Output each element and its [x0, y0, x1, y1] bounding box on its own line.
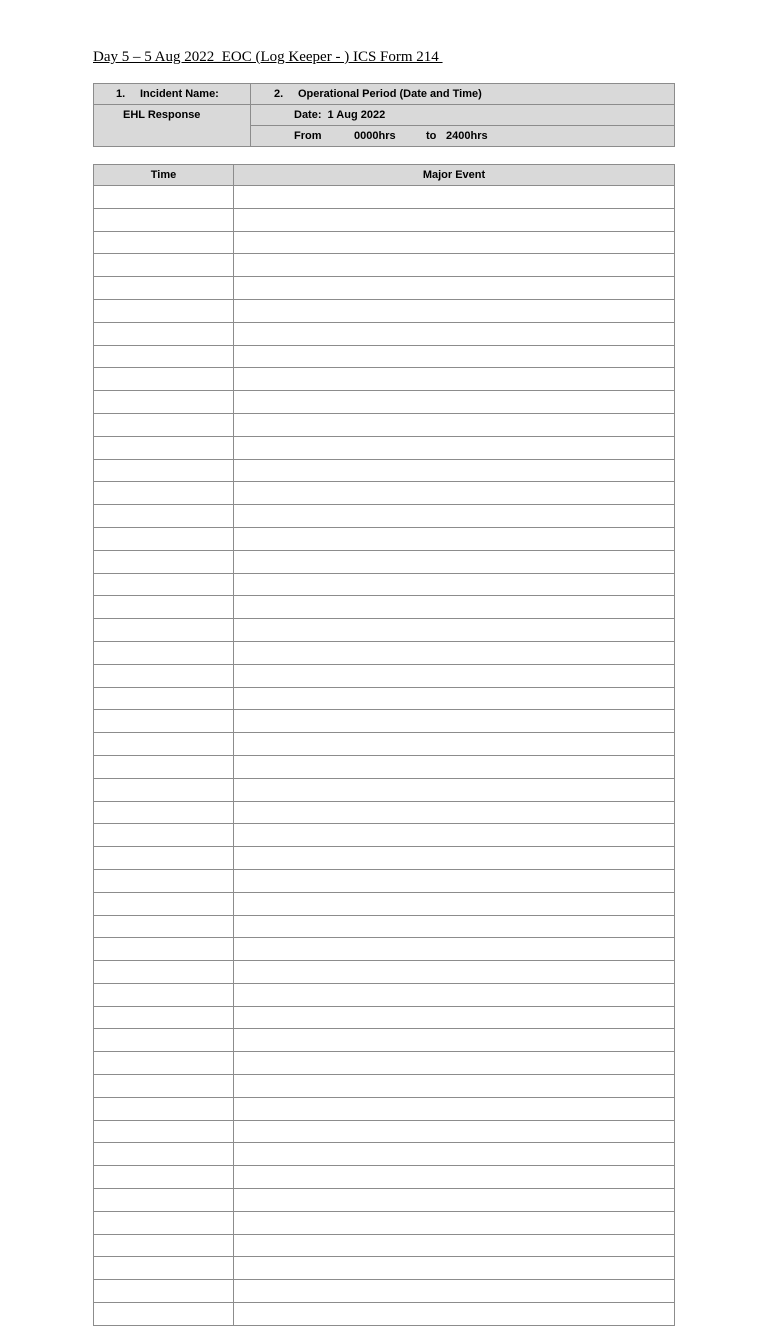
table-row — [94, 1075, 675, 1098]
table-row — [94, 1166, 675, 1189]
incident-name-value-cell[interactable] — [94, 105, 251, 147]
incident-number: 1. — [116, 88, 126, 100]
log-header-row — [94, 165, 675, 186]
time-cell[interactable] — [94, 1303, 234, 1326]
time-cell[interactable] — [94, 664, 234, 687]
time-cell[interactable] — [94, 1143, 234, 1166]
major-event-cell[interactable] — [234, 1006, 675, 1029]
table-row — [94, 801, 675, 824]
operational-period-number: 2. — [274, 88, 284, 100]
major-event-cell[interactable] — [234, 824, 675, 847]
time-cell[interactable] — [94, 801, 234, 824]
to-value: 2400hrs — [446, 130, 488, 142]
time-cell[interactable] — [94, 892, 234, 915]
table-row — [94, 733, 675, 756]
time-cell[interactable] — [94, 1234, 234, 1257]
time-cell[interactable] — [94, 778, 234, 801]
major-event-cell[interactable] — [234, 1189, 675, 1212]
table-row — [94, 1143, 675, 1166]
time-cell[interactable] — [94, 1097, 234, 1120]
table-row — [94, 482, 675, 505]
table-row — [94, 961, 675, 984]
operational-period-label-cell — [251, 84, 675, 105]
major-event-cell[interactable] — [234, 961, 675, 984]
table-row — [94, 413, 675, 436]
major-event-cell[interactable] — [234, 869, 675, 892]
major-event-cell[interactable] — [234, 892, 675, 915]
major-event-cell[interactable] — [234, 1143, 675, 1166]
table-row — [94, 391, 675, 414]
incident-name-label: Incident Name: — [140, 88, 219, 100]
major-event-cell[interactable] — [234, 619, 675, 642]
time-cell[interactable] — [94, 847, 234, 870]
major-event-cell[interactable] — [234, 482, 675, 505]
time-cell[interactable] — [94, 641, 234, 664]
time-cell[interactable] — [94, 186, 234, 209]
time-cell[interactable] — [94, 755, 234, 778]
time-cell[interactable] — [94, 277, 234, 300]
time-cell[interactable] — [94, 299, 234, 322]
major-event-cell[interactable] — [234, 641, 675, 664]
major-event-cell[interactable] — [234, 573, 675, 596]
time-cell[interactable] — [94, 938, 234, 961]
time-cell[interactable] — [94, 1189, 234, 1212]
major-event-column-header: Major Event — [234, 165, 675, 186]
time-cell[interactable] — [94, 436, 234, 459]
major-event-cell[interactable] — [234, 1029, 675, 1052]
major-event-cell[interactable] — [234, 231, 675, 254]
time-cell[interactable] — [94, 1280, 234, 1303]
table-row — [94, 231, 675, 254]
time-cell[interactable] — [94, 1052, 234, 1075]
major-event-cell[interactable] — [234, 1166, 675, 1189]
table-row — [94, 368, 675, 391]
time-cell[interactable] — [94, 961, 234, 984]
table-row — [94, 254, 675, 277]
major-event-cell[interactable] — [234, 687, 675, 710]
table-row — [94, 755, 675, 778]
major-event-cell[interactable] — [234, 710, 675, 733]
major-event-cell[interactable] — [234, 459, 675, 482]
operational-period-label: Operational Period (Date and Time) — [298, 88, 482, 100]
table-row — [94, 619, 675, 642]
from-value: 0000hrs — [354, 130, 396, 142]
time-cell[interactable] — [94, 208, 234, 231]
table-row — [94, 436, 675, 459]
time-cell[interactable] — [94, 254, 234, 277]
major-event-cell[interactable] — [234, 186, 675, 209]
time-cell[interactable] — [94, 550, 234, 573]
major-event-cell[interactable] — [234, 1234, 675, 1257]
major-event-cell[interactable] — [234, 254, 675, 277]
time-cell[interactable] — [94, 231, 234, 254]
major-event-cell[interactable] — [234, 1052, 675, 1075]
time-cell[interactable] — [94, 1029, 234, 1052]
major-event-cell[interactable] — [234, 208, 675, 231]
time-cell[interactable] — [94, 527, 234, 550]
table-row — [94, 277, 675, 300]
major-event-cell[interactable] — [234, 778, 675, 801]
time-cell[interactable] — [94, 733, 234, 756]
time-cell[interactable] — [94, 1211, 234, 1234]
major-event-cell[interactable] — [234, 436, 675, 459]
major-event-cell[interactable] — [234, 299, 675, 322]
time-cell[interactable] — [94, 482, 234, 505]
time-cell[interactable] — [94, 459, 234, 482]
table-row — [94, 938, 675, 961]
table-row — [94, 1280, 675, 1303]
table-row — [94, 1097, 675, 1120]
table-row — [94, 641, 675, 664]
time-cell[interactable] — [94, 1166, 234, 1189]
table-row — [94, 186, 675, 209]
table-row — [94, 892, 675, 915]
table-row — [94, 1120, 675, 1143]
table-row — [94, 778, 675, 801]
table-row — [94, 915, 675, 938]
from-label: From — [294, 130, 322, 142]
time-cell[interactable] — [94, 413, 234, 436]
table-row — [94, 664, 675, 687]
table-row — [94, 983, 675, 1006]
incident-name-label-cell — [94, 84, 251, 105]
date-label: Date: — [294, 109, 322, 121]
time-cell[interactable] — [94, 505, 234, 528]
time-cell[interactable] — [94, 596, 234, 619]
table-row — [94, 1234, 675, 1257]
table-row — [94, 322, 675, 345]
time-column-header: Time — [94, 165, 234, 186]
major-event-cell[interactable] — [234, 983, 675, 1006]
incident-name-value: EHL Response — [123, 109, 201, 121]
major-event-cell[interactable] — [234, 527, 675, 550]
major-event-cell[interactable] — [234, 1097, 675, 1120]
major-event-cell[interactable] — [234, 847, 675, 870]
table-row — [94, 1257, 675, 1280]
major-event-cell[interactable] — [234, 938, 675, 961]
major-event-cell[interactable] — [234, 322, 675, 345]
table-row — [94, 596, 675, 619]
time-cell[interactable] — [94, 573, 234, 596]
table-row — [94, 1303, 675, 1326]
time-cell[interactable] — [94, 391, 234, 414]
to-label: to — [426, 130, 437, 142]
time-cell[interactable] — [94, 983, 234, 1006]
major-event-cell[interactable] — [234, 391, 675, 414]
time-cell[interactable] — [94, 1120, 234, 1143]
time-cell[interactable] — [94, 710, 234, 733]
log-body — [94, 186, 675, 1326]
time-cell[interactable] — [94, 322, 234, 345]
table-row — [94, 505, 675, 528]
table-row — [94, 527, 675, 550]
incident-header-table — [93, 83, 675, 147]
table-row — [94, 1052, 675, 1075]
operational-time-cell[interactable] — [251, 126, 675, 147]
table-row — [94, 1029, 675, 1052]
time-cell[interactable] — [94, 824, 234, 847]
major-event-cell[interactable] — [234, 664, 675, 687]
time-cell[interactable] — [94, 687, 234, 710]
table-row — [94, 710, 675, 733]
table-row — [94, 345, 675, 368]
major-event-cell[interactable] — [234, 1211, 675, 1234]
table-row — [94, 824, 675, 847]
major-event-cell[interactable] — [234, 550, 675, 573]
time-cell[interactable] — [94, 869, 234, 892]
major-event-cell[interactable] — [234, 1303, 675, 1326]
table-row — [94, 687, 675, 710]
table-row — [94, 847, 675, 870]
table-row — [94, 1006, 675, 1029]
time-cell[interactable] — [94, 1257, 234, 1280]
time-cell[interactable] — [94, 915, 234, 938]
time-cell[interactable] — [94, 1075, 234, 1098]
time-cell[interactable] — [94, 345, 234, 368]
major-event-cell[interactable] — [234, 801, 675, 824]
table-row — [94, 299, 675, 322]
table-row — [94, 573, 675, 596]
date-value: 1 Aug 2022 — [327, 109, 386, 121]
table-row — [94, 1211, 675, 1234]
major-event-cell[interactable] — [234, 1075, 675, 1098]
table-row — [94, 550, 675, 573]
major-event-cell[interactable] — [234, 1120, 675, 1143]
major-event-cell[interactable] — [234, 345, 675, 368]
major-event-cell[interactable] — [234, 915, 675, 938]
document-title: Day 5 – 5 Aug 2022_EOC (Log Keeper - ) ICS Form 214 — [93, 49, 443, 65]
operational-date-cell[interactable] — [251, 105, 675, 126]
major-event-cell[interactable] — [234, 277, 675, 300]
time-cell[interactable] — [94, 368, 234, 391]
major-event-cell[interactable] — [234, 368, 675, 391]
major-event-cell[interactable] — [234, 505, 675, 528]
major-event-cell[interactable] — [234, 596, 675, 619]
table-row — [94, 208, 675, 231]
table-row — [94, 869, 675, 892]
major-event-cell[interactable] — [234, 1280, 675, 1303]
major-event-cell[interactable] — [234, 733, 675, 756]
major-event-cell[interactable] — [234, 755, 675, 778]
table-row — [94, 459, 675, 482]
time-cell[interactable] — [94, 1006, 234, 1029]
major-event-cell[interactable] — [234, 413, 675, 436]
table-row — [94, 1189, 675, 1212]
activity-log-table — [93, 164, 675, 1326]
time-cell[interactable] — [94, 619, 234, 642]
major-event-cell[interactable] — [234, 1257, 675, 1280]
